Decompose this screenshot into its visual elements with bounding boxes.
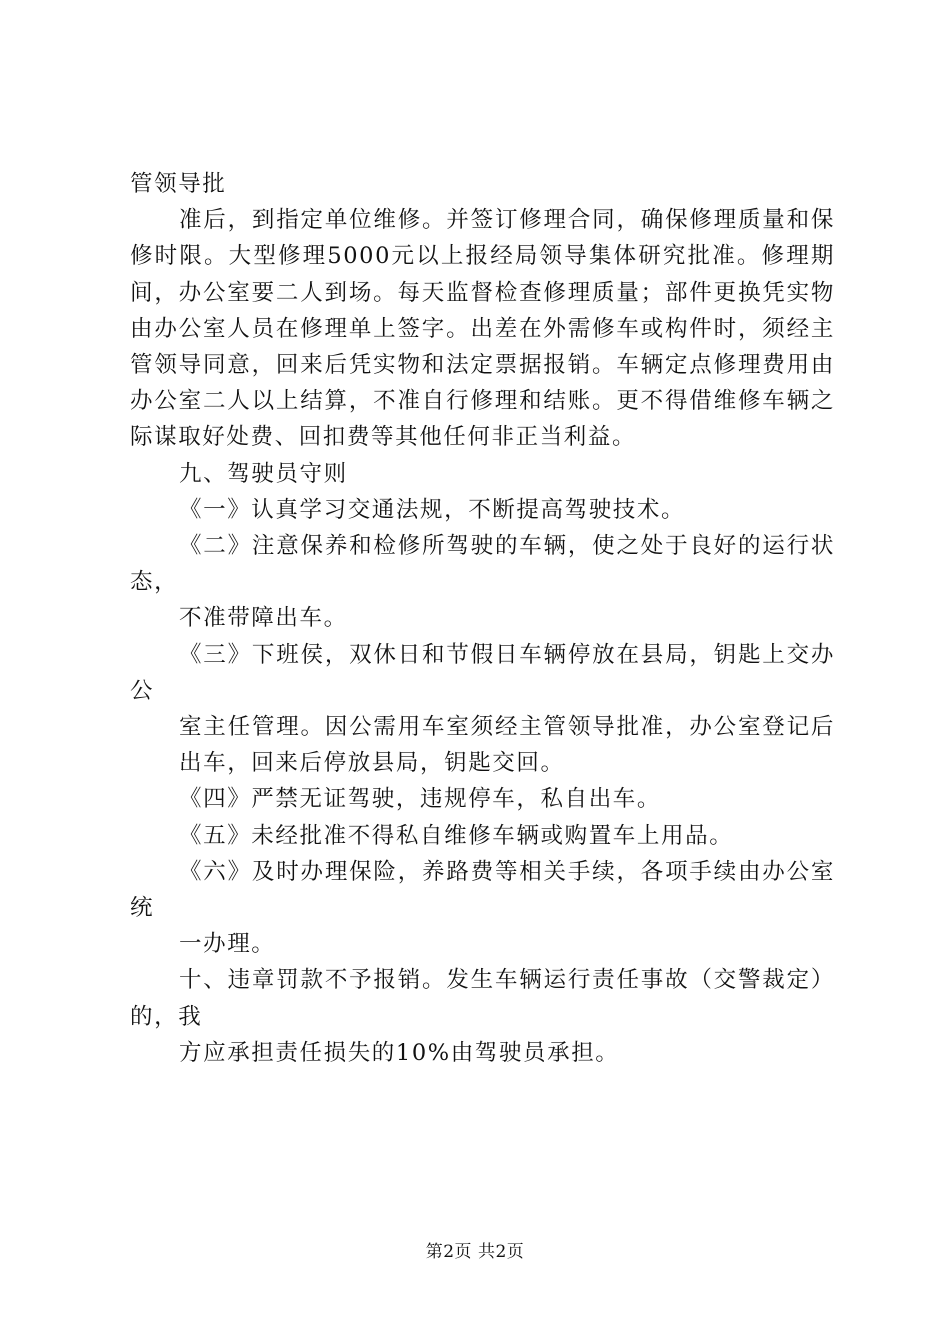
page-footer: 第2页 共2页 bbox=[425, 1242, 525, 1262]
paragraph-repair-rules: 准后，到指定单位维修。并签订修理合同，确保修理质量和保修时限。大型修理5000元以上报经局领导集体研究批准。修理期间，办公室要二人到场。每天监督检查修理质量；部件更换凭实物由办公室人员在修理单上签字。出差在外需修车或构件时，须经主管领导同意，回来后凭实物和法定票据报销。车辆定点修理费用由办公室二人以上结算，不准自行修理和结账。更不得借维修车辆之际谋取好处费、回扣费等其他任何非正当利益。 bbox=[130, 207, 835, 451]
rule-item-1: 《一》认真学习交通法规，不断提高驾驶技术。 bbox=[179, 496, 686, 523]
section-ten-fines: 十、违章罚款不予报销。发生车辆运行责任事故（交警裁定）的，我 bbox=[130, 967, 835, 1030]
rule-item-3-continued: 室主任管理。因公需用车室须经主管领导批准，办公室登记后出车，回来后停放县局，钥匙交回。 bbox=[179, 714, 835, 777]
paragraph-continuation-heading: 管领导批 bbox=[130, 171, 227, 197]
section-heading-driver-rules: 九、驾驶员守则 bbox=[179, 460, 348, 487]
section-ten-continued: 方应承担责任损失的10%由驾驶员承担。 bbox=[179, 1039, 620, 1066]
rule-item-5: 《五》未经批准不得私自维修车辆或购置车上用品。 bbox=[179, 822, 734, 849]
rule-item-2-continued: 不准带障出车。 bbox=[179, 605, 348, 632]
rule-item-6: 《六》及时办理保险，养路费等相关手续，各项手续由办公室统 bbox=[130, 858, 835, 922]
rule-item-3: 《三》下班侯，双休日和节假日车辆停放在县局，钥匙上交办公 bbox=[130, 641, 835, 704]
rule-item-4: 《四》严禁无证驾驶，违规停车，私自出车。 bbox=[179, 786, 662, 813]
rule-item-6-continued: 一办理。 bbox=[179, 931, 276, 958]
rule-item-2: 《二》注意保养和检修所驾驶的车辆，使之处于良好的运行状态， bbox=[130, 533, 835, 596]
document-body bbox=[130, 166, 835, 1071]
